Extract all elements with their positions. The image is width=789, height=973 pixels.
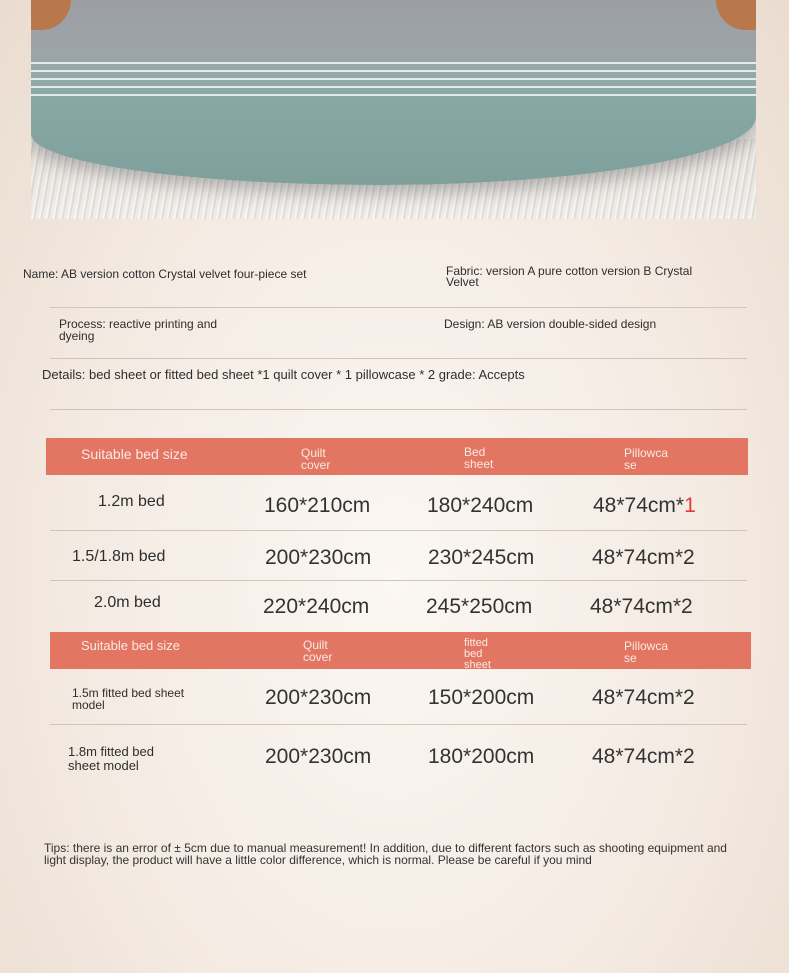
row-label: 1.8m fitted bed sheet model (68, 744, 154, 773)
cell-quilt: 200*230cm (265, 745, 372, 768)
header-bed-size: Suitable bed size (81, 638, 181, 653)
info-fabric: Fabric: version A pure cotton version B Crystal Velvet (446, 264, 693, 289)
table-row-divider (50, 724, 747, 725)
cell-sheet: 150*200cm (428, 686, 535, 709)
table-row-divider (50, 530, 747, 531)
row-label: 2.0m bed (94, 594, 161, 611)
row-label: 1.2m bed (98, 493, 165, 510)
cell-pillow: 48*74cm*2 (590, 595, 693, 618)
product-photo (31, 0, 756, 219)
cell-pillow: 48*74cm*2 (592, 745, 695, 768)
cell-pillow (593, 495, 696, 517)
header-bed-sheet: Bed sheet (464, 445, 494, 471)
cell-pillow-size: 48*74cm* (593, 494, 685, 517)
cell-pillow-qty: 1 (684, 494, 696, 517)
info-process: Process: reactive printing and dyeing (59, 317, 218, 343)
header-quilt-cover: Quilt cover (301, 446, 331, 472)
cell-quilt: 160*210cm (264, 494, 371, 517)
row-label: 1.5/1.8m bed (72, 548, 166, 565)
tips-note: Tips: there is an error of ± 5cm due to manual measurement! In addition, due to different factors such as shooting equipment and light display, the product will have a little color difference, which is normal. Please be careful if you mind (44, 841, 727, 867)
header-quilt-cover: Quilt cover (303, 638, 333, 664)
divider (50, 307, 747, 308)
cell-sheet: 245*250cm (426, 595, 533, 618)
row-label: 1.5m fitted bed sheet model (72, 686, 185, 712)
table2-header (50, 632, 751, 669)
cell-pillow: 48*74cm*2 (592, 546, 695, 569)
table1-header (46, 438, 748, 475)
cell-sheet: 180*240cm (427, 494, 534, 517)
cell-quilt: 220*240cm (263, 595, 370, 618)
header-pillowcase: Pillowcase (624, 639, 669, 665)
cell-pillow: 48*74cm*2 (592, 686, 695, 709)
info-design: Design: AB version double-sided design (444, 317, 657, 331)
cell-sheet: 180*200cm (428, 745, 535, 768)
header-pillowcase: Pillowcase (624, 446, 669, 472)
header-fitted-sheet: fitted bed sheet (464, 638, 491, 668)
info-details: Details: bed sheet or fitted bed sheet *1 quilt cover * 1 pillowcase * 2 grade: Accepts (42, 367, 525, 382)
cell-quilt: 200*230cm (265, 686, 372, 709)
cell-quilt: 200*230cm (265, 546, 372, 569)
header-bed-size: Suitable bed size (81, 446, 188, 462)
info-name: Name: AB version cotton Crystal velvet four-piece set (23, 267, 307, 281)
pillow-image (31, 0, 756, 185)
divider (50, 358, 747, 359)
divider (50, 409, 747, 410)
cell-sheet: 230*245cm (428, 546, 535, 569)
table-row-divider (50, 580, 747, 581)
